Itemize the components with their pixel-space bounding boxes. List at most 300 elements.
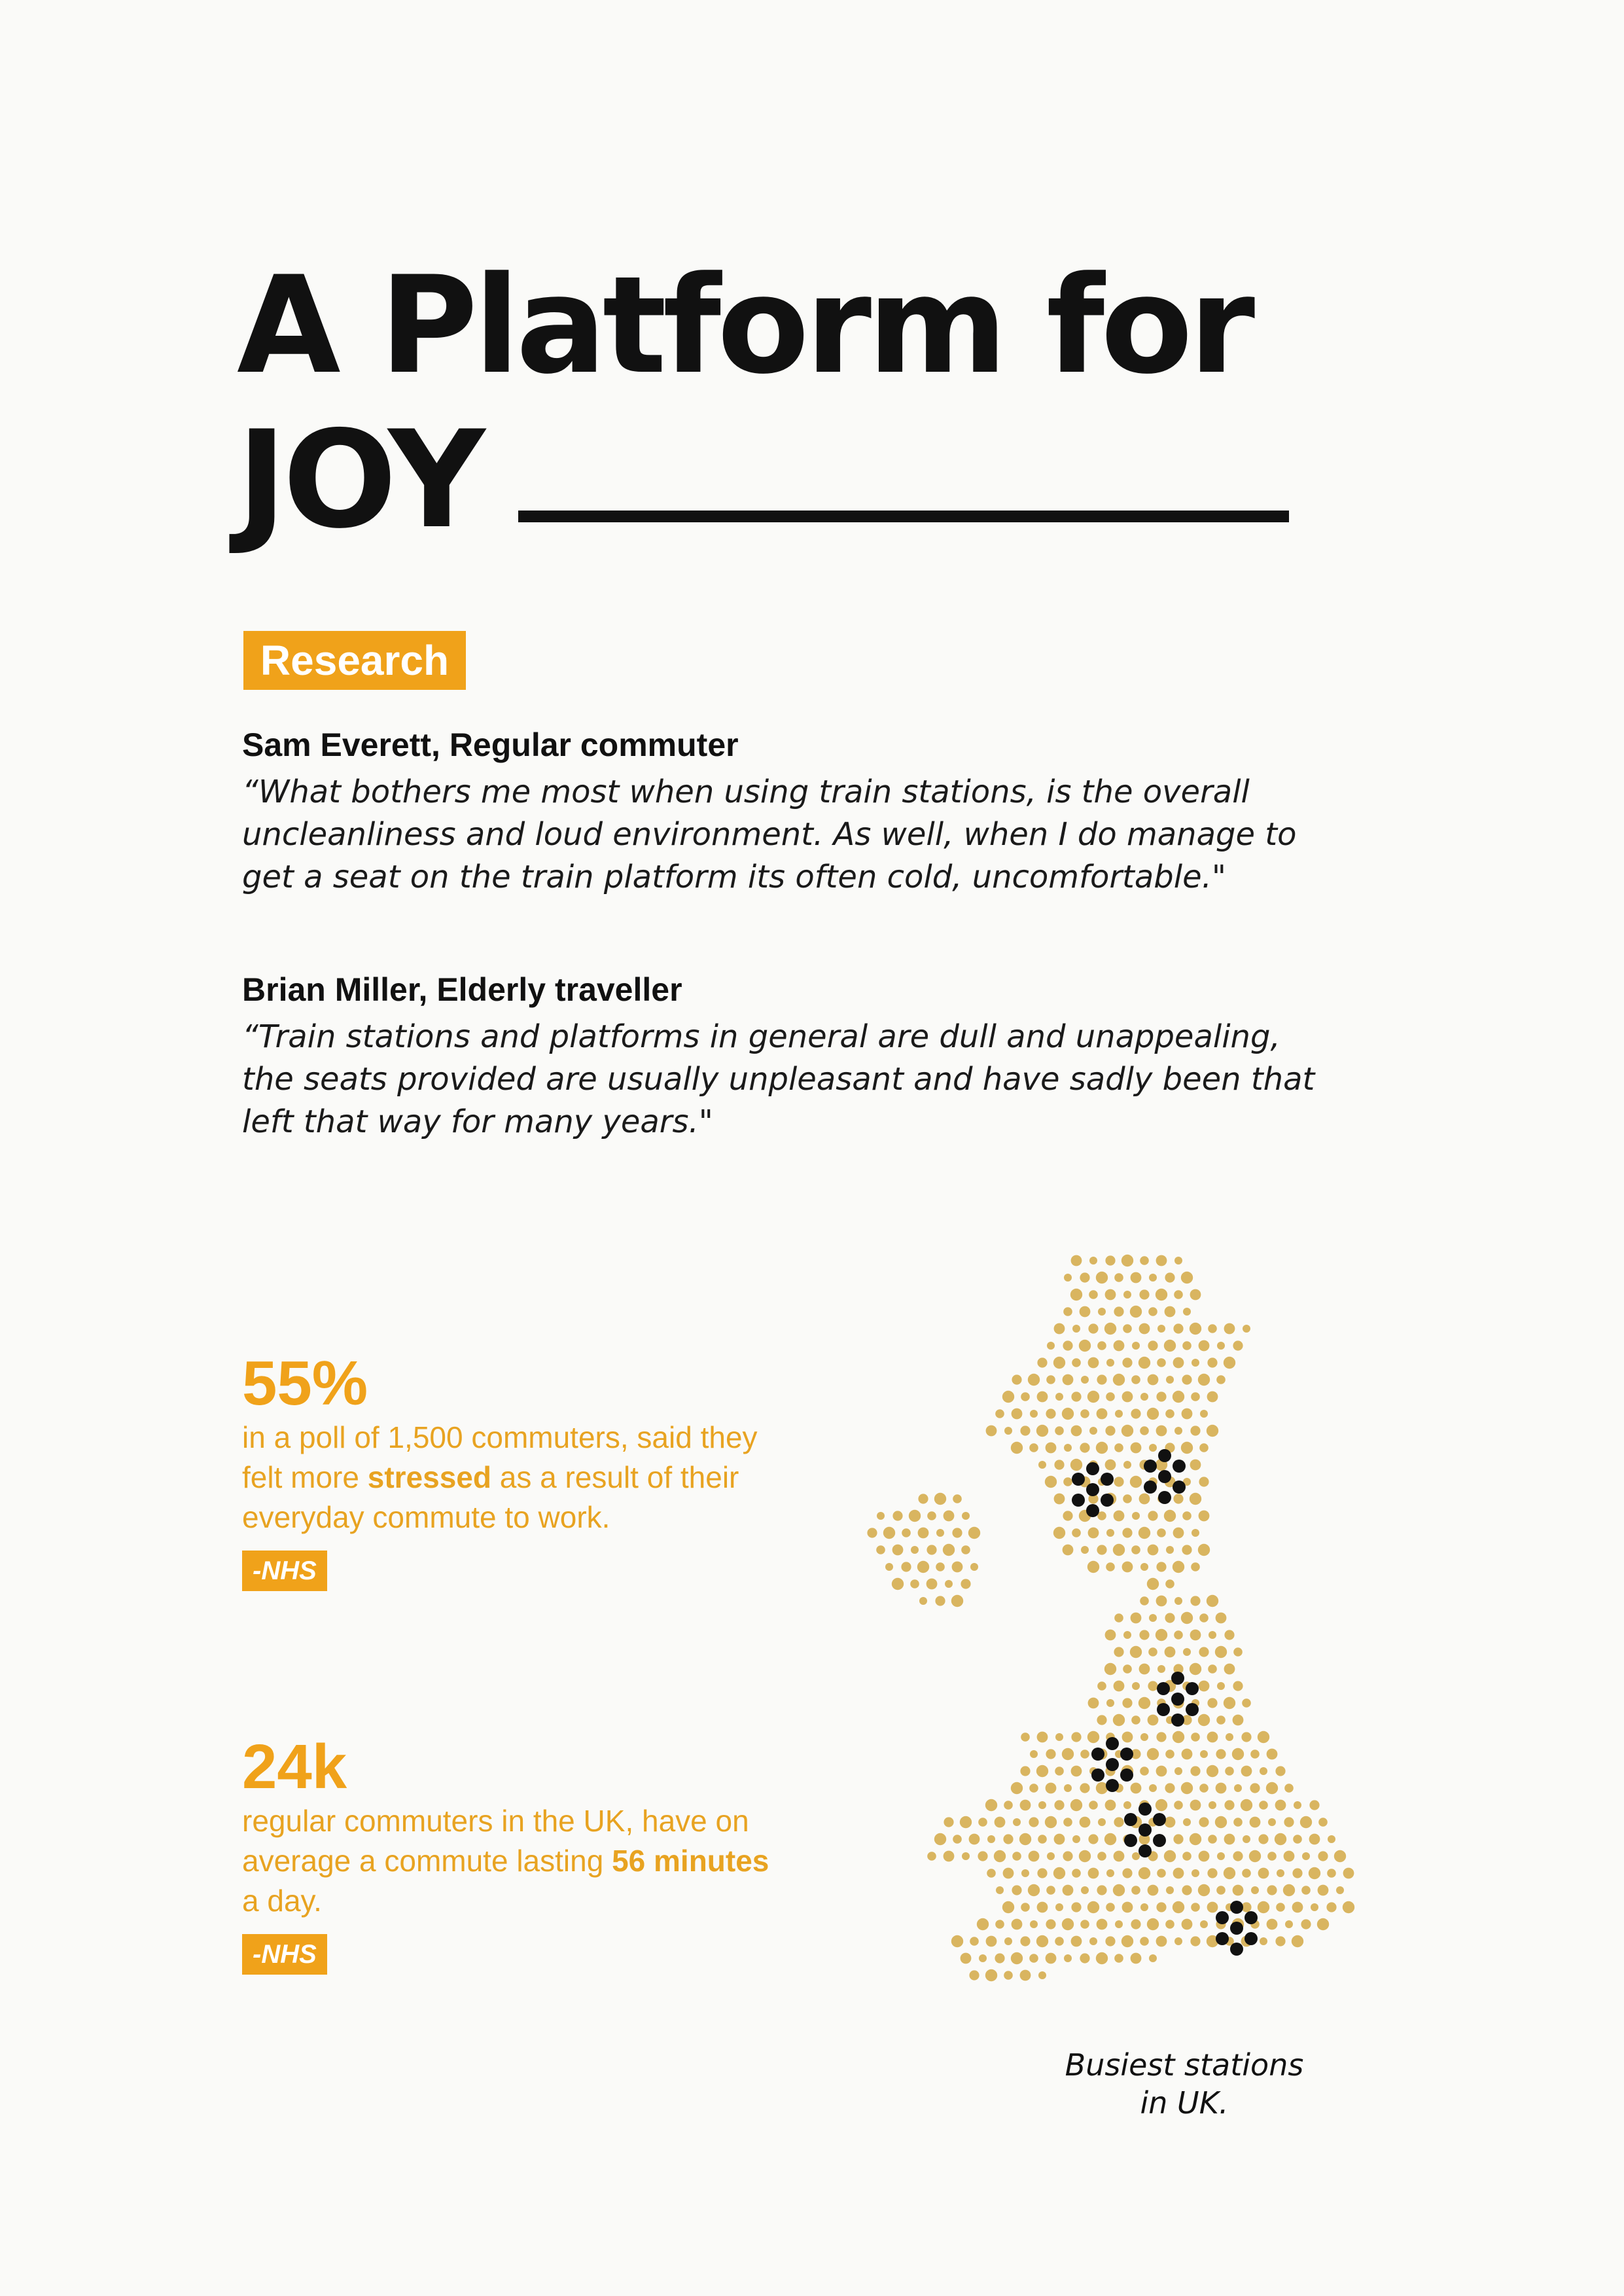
station-dot	[1171, 1713, 1184, 1727]
station-dot	[1244, 1911, 1258, 1924]
station-dot	[1230, 1922, 1243, 1935]
map-dot	[995, 1953, 1004, 1963]
station-dot	[1171, 1672, 1184, 1685]
map-dot	[1336, 1886, 1344, 1894]
map-dot	[953, 1835, 962, 1844]
map-dot	[1174, 1597, 1182, 1605]
map-dot	[1328, 1835, 1335, 1843]
station-dot	[1144, 1480, 1157, 1494]
map-dot	[1004, 1801, 1013, 1810]
map-dot	[1080, 1783, 1089, 1793]
map-dot	[995, 1409, 1004, 1418]
map-dot	[1148, 1511, 1157, 1520]
map-dot	[927, 1579, 938, 1590]
map-dot	[1275, 1833, 1286, 1845]
map-dot	[1097, 1374, 1106, 1384]
map-dot	[1088, 1868, 1099, 1879]
map-dot	[1132, 1342, 1140, 1350]
map-dot	[1046, 1783, 1057, 1794]
map-dot	[892, 1578, 904, 1590]
map-dot	[1114, 1613, 1123, 1623]
station-dot	[1120, 1748, 1133, 1761]
map-dot	[1283, 1884, 1295, 1896]
map-dot	[1157, 1665, 1165, 1673]
map-dot	[1173, 1868, 1184, 1879]
map-dot	[1174, 1801, 1183, 1810]
map-dot	[1115, 1920, 1123, 1928]
map-dot	[1139, 1527, 1150, 1539]
map-dot	[1106, 1562, 1115, 1571]
map-dot	[944, 1817, 953, 1827]
map-dot	[1165, 1920, 1174, 1929]
map-dot	[1064, 1444, 1072, 1452]
station-dot	[1139, 1844, 1152, 1857]
station-dot	[1072, 1494, 1085, 1507]
map-dot	[1139, 1664, 1150, 1675]
map-dot	[1046, 1408, 1055, 1418]
map-dot	[1199, 1681, 1210, 1692]
map-dot	[1165, 1306, 1176, 1318]
map-dot	[1020, 1936, 1030, 1946]
map-dot	[1267, 1852, 1277, 1861]
map-dot	[961, 1545, 970, 1554]
map-dot	[1208, 1324, 1217, 1333]
map-dot	[1292, 1935, 1303, 1947]
map-dot	[1309, 1834, 1320, 1845]
map-dot	[1123, 1494, 1132, 1503]
map-dot	[927, 1511, 936, 1520]
map-dot	[1047, 1852, 1055, 1860]
map-dot	[1072, 1528, 1081, 1537]
map-dot	[1148, 1647, 1157, 1657]
station-dot	[1086, 1504, 1099, 1517]
map-dot	[1114, 1443, 1123, 1452]
station-dot	[1186, 1682, 1199, 1695]
map-dot	[1028, 1374, 1040, 1386]
map-dot	[1149, 1274, 1157, 1282]
map-dot	[1036, 1425, 1048, 1437]
map-dot	[1233, 1851, 1243, 1861]
map-dot	[1004, 1937, 1012, 1945]
map-dot	[1191, 1562, 1200, 1571]
map-dot	[1174, 1937, 1182, 1945]
map-dot	[1123, 1291, 1131, 1299]
map-dot	[1020, 1800, 1031, 1811]
map-dot	[1199, 1477, 1209, 1486]
map-dot	[1173, 1391, 1184, 1403]
map-dot	[1106, 1699, 1114, 1707]
map-dot	[1122, 1732, 1133, 1743]
map-dot	[1156, 1799, 1167, 1811]
map-dot	[867, 1528, 877, 1537]
map-dot	[1113, 1714, 1125, 1726]
map-dot	[1121, 1425, 1133, 1437]
map-dot	[1216, 1613, 1227, 1624]
map-dot	[935, 1596, 945, 1605]
map-dot	[1275, 1766, 1285, 1776]
map-dot	[1113, 1544, 1125, 1556]
map-dot	[1104, 1323, 1116, 1335]
map-dot	[1173, 1731, 1184, 1743]
map-dot	[1071, 1255, 1082, 1266]
map-dot	[1113, 1374, 1125, 1386]
map-dot	[1062, 1918, 1074, 1930]
map-dot	[1088, 1323, 1098, 1333]
map-dot	[944, 1511, 955, 1522]
station-dot	[1086, 1483, 1099, 1496]
map-dot	[1232, 1748, 1244, 1760]
map-dot	[1181, 1442, 1193, 1454]
map-dot	[1131, 1408, 1140, 1418]
map-dot	[1302, 1852, 1310, 1860]
map-dot	[1122, 1528, 1132, 1537]
map-dot	[1164, 1850, 1176, 1862]
map-dot	[1064, 1784, 1072, 1792]
map-dot	[1243, 1325, 1250, 1333]
map-dot	[1226, 1733, 1233, 1741]
map-dot	[1165, 1817, 1176, 1828]
map-dot	[1063, 1511, 1072, 1520]
map-dot	[985, 1799, 997, 1811]
map-dot	[1317, 1918, 1329, 1930]
station-dot	[1158, 1491, 1171, 1504]
map-dot	[1190, 1460, 1201, 1471]
map-dot	[1070, 1459, 1082, 1471]
map-dot	[1081, 1546, 1089, 1554]
station-dot	[1173, 1460, 1186, 1473]
map-dot	[1021, 1903, 1030, 1912]
map-dot	[1190, 1289, 1201, 1300]
map-dot	[1225, 1767, 1234, 1776]
map-dot	[1173, 1323, 1183, 1333]
map-dot	[1207, 1868, 1217, 1878]
map-dot	[1224, 1834, 1235, 1845]
map-dot	[1131, 1715, 1140, 1725]
map-dot	[885, 1563, 893, 1571]
map-dot	[1156, 1936, 1167, 1947]
station-dot	[1244, 1932, 1258, 1945]
map-dot	[1105, 1426, 1115, 1435]
map-dot	[1199, 1647, 1209, 1657]
map-dot	[1200, 1750, 1208, 1758]
map-dot	[970, 1563, 978, 1571]
map-dot	[1266, 1782, 1278, 1794]
map-dot	[1020, 1766, 1030, 1776]
map-dot	[1104, 1663, 1116, 1675]
map-dot	[1079, 1340, 1091, 1352]
map-dot	[1072, 1358, 1081, 1367]
map-dot	[1012, 1852, 1021, 1861]
map-dot	[1157, 1358, 1166, 1367]
map-dot	[1233, 1340, 1243, 1350]
map-dot	[1114, 1477, 1123, 1486]
map-dot	[960, 1816, 972, 1828]
map-dot	[1038, 1461, 1046, 1469]
map-dot	[952, 1528, 962, 1537]
map-dot	[1190, 1596, 1200, 1605]
map-dot	[1089, 1427, 1097, 1435]
station-dot	[1230, 1943, 1243, 1956]
quote-block	[242, 969, 1315, 1143]
map-dot	[1164, 1340, 1176, 1352]
map-dot	[1250, 1817, 1261, 1828]
map-dot	[1088, 1834, 1098, 1844]
map-dot	[1242, 1869, 1251, 1878]
map-caption-line-2: in UK.	[1140, 2085, 1229, 2121]
map-dot	[1029, 1954, 1038, 1963]
map-dot	[1216, 1749, 1226, 1759]
map-dot	[1190, 1493, 1201, 1505]
map-dot	[1004, 1971, 1013, 1980]
map-dot	[1131, 1375, 1140, 1384]
map-dot	[1004, 1427, 1012, 1435]
map-dot	[1114, 1817, 1123, 1827]
map-dot	[1063, 1851, 1072, 1861]
map-dot	[1139, 1289, 1149, 1299]
map-dot	[1089, 1801, 1098, 1810]
quote-block	[242, 724, 1315, 899]
map-dot	[911, 1546, 919, 1554]
map-dot	[1123, 1631, 1131, 1639]
map-dot	[1019, 1833, 1031, 1845]
map-dot	[1182, 1749, 1193, 1760]
station-dot	[1124, 1813, 1137, 1826]
map-dot	[1275, 1800, 1286, 1811]
map-dot	[1130, 1306, 1142, 1318]
map-dot	[1080, 1272, 1089, 1282]
station-dot	[1124, 1834, 1137, 1847]
map-dot	[951, 1595, 963, 1607]
map-dot	[1249, 1850, 1261, 1862]
map-dot	[1012, 1885, 1021, 1895]
map-dot	[1089, 1290, 1098, 1299]
map-dot	[1072, 1869, 1081, 1878]
map-dot	[962, 1852, 970, 1860]
map-dot	[1029, 1784, 1038, 1793]
map-dot	[1198, 1544, 1210, 1556]
map-dot	[1208, 1664, 1217, 1674]
station-dot	[1171, 1693, 1184, 1706]
map-dot	[1096, 1442, 1108, 1454]
map-dot	[1199, 1340, 1210, 1352]
map-dot	[1097, 1408, 1108, 1420]
map-dot	[1200, 1920, 1208, 1928]
map-dot	[1233, 1681, 1243, 1691]
map-dot	[1165, 1783, 1174, 1793]
map-dot	[1046, 1749, 1055, 1759]
map-dot	[1199, 1817, 1209, 1827]
map-dot	[1216, 1886, 1226, 1895]
map-dot	[1063, 1307, 1072, 1316]
map-dot	[1199, 1613, 1209, 1623]
map-dot	[1011, 1442, 1023, 1454]
map-dot	[1301, 1919, 1311, 1929]
map-dot	[1199, 1784, 1209, 1793]
map-dot	[1139, 1697, 1150, 1709]
map-dot	[1183, 1648, 1191, 1656]
map-dot	[1064, 1274, 1072, 1282]
map-dot	[1139, 1357, 1150, 1369]
map-dot	[1053, 1357, 1065, 1369]
map-dot	[1096, 1952, 1108, 1964]
map-dot	[1259, 1801, 1268, 1810]
map-dot	[1038, 1971, 1046, 1979]
station-dot	[1157, 1703, 1170, 1716]
map-dot	[1165, 1272, 1174, 1282]
map-dot	[1071, 1902, 1081, 1912]
map-dot	[1293, 1835, 1302, 1844]
stat-value: 24k	[242, 1732, 347, 1802]
map-dot	[1233, 1818, 1243, 1827]
map-dot	[1140, 1393, 1148, 1401]
source-badge: -NHS	[242, 1551, 327, 1591]
map-dot	[970, 1937, 979, 1946]
map-dot	[1156, 1596, 1167, 1607]
station-dot	[1216, 1932, 1229, 1945]
map-dot	[1165, 1579, 1174, 1588]
map-dot	[1106, 1869, 1114, 1877]
map-dot	[902, 1528, 911, 1537]
station-dot	[1139, 1823, 1152, 1837]
map-dot	[1139, 1494, 1150, 1505]
map-dot	[1114, 1511, 1125, 1522]
map-dot	[1047, 1342, 1055, 1350]
map-dot	[1046, 1886, 1055, 1895]
map-dot	[1131, 1919, 1140, 1929]
map-dot	[1156, 1255, 1167, 1266]
map-dot	[1140, 1596, 1149, 1605]
map-dot	[1053, 1527, 1065, 1539]
map-dot	[1021, 1869, 1029, 1877]
map-dot	[1071, 1936, 1082, 1947]
map-dot	[996, 1886, 1004, 1894]
map-dot	[1198, 1714, 1210, 1726]
map-dot	[1130, 1476, 1142, 1488]
map-dot	[1055, 1393, 1063, 1401]
map-dot	[1063, 1374, 1074, 1386]
map-dot	[1097, 1545, 1106, 1554]
quote-author: Sam Everett, Regular commuter	[242, 726, 739, 763]
map-dot	[1224, 1664, 1235, 1675]
map-dot	[1284, 1784, 1294, 1793]
map-dot	[1285, 1920, 1293, 1928]
map-dot	[1029, 1851, 1040, 1862]
station-dot	[1120, 1768, 1133, 1782]
map-dot	[1045, 1816, 1057, 1828]
map-dot	[1190, 1833, 1201, 1845]
map-dot	[1251, 1886, 1259, 1894]
map-dot	[1087, 1391, 1099, 1403]
map-dot	[1224, 1800, 1234, 1810]
map-dot	[1096, 1272, 1108, 1283]
map-dot	[1088, 1528, 1099, 1539]
map-dot	[1198, 1884, 1210, 1896]
map-dot	[1182, 1511, 1192, 1520]
map-dot	[1131, 1953, 1142, 1964]
map-dot	[910, 1579, 919, 1588]
map-dot	[1148, 1545, 1159, 1556]
map-dot	[1087, 1561, 1099, 1573]
map-dot	[1198, 1374, 1210, 1386]
map-dot	[1217, 1852, 1225, 1860]
map-dot	[1148, 1374, 1159, 1386]
map-dot	[1181, 1782, 1193, 1794]
map-dot	[1300, 1816, 1312, 1828]
map-dot	[1046, 1443, 1057, 1454]
map-dot	[1054, 1460, 1064, 1469]
map-dot	[1149, 1954, 1157, 1962]
map-dot	[1268, 1818, 1276, 1826]
map-dot	[1277, 1869, 1284, 1877]
map-dot	[876, 1545, 885, 1554]
map-dot	[1156, 1289, 1167, 1300]
map-dot	[1174, 1630, 1183, 1640]
source-badge: -NHS	[242, 1934, 327, 1975]
station-dot	[1144, 1460, 1157, 1473]
map-dot	[1334, 1850, 1346, 1862]
map-dot	[1207, 1902, 1218, 1913]
map-dot	[1087, 1731, 1099, 1743]
map-dot	[1098, 1818, 1106, 1826]
station-dot	[1153, 1813, 1166, 1826]
map-dot	[1002, 1901, 1014, 1913]
map-dot	[1071, 1391, 1081, 1401]
map-dot	[1114, 1647, 1123, 1657]
map-dot	[961, 1953, 972, 1964]
map-dot	[1292, 1902, 1303, 1913]
map-dot	[1318, 1851, 1328, 1861]
map-dot	[1105, 1255, 1115, 1265]
map-dot	[1030, 1410, 1038, 1418]
map-dot	[953, 1494, 962, 1503]
map-dot	[1190, 1426, 1200, 1435]
map-dot	[945, 1580, 953, 1588]
map-dot	[1038, 1801, 1046, 1809]
station-dot	[1101, 1473, 1114, 1486]
map-dot	[1147, 1918, 1159, 1930]
map-dot	[1241, 1766, 1252, 1777]
map-dot	[1132, 1682, 1140, 1690]
station-dot	[1101, 1494, 1114, 1507]
map-dot	[1131, 1613, 1142, 1624]
map-dot	[892, 1511, 902, 1520]
map-dot	[1080, 1920, 1089, 1929]
map-dot	[1122, 1698, 1132, 1708]
map-dot	[1122, 1391, 1133, 1403]
map-dot	[1046, 1919, 1055, 1929]
map-dot	[1190, 1766, 1200, 1776]
map-dot	[1182, 1919, 1193, 1930]
map-dot	[1165, 1749, 1174, 1759]
station-dot	[1153, 1834, 1166, 1847]
map-dot	[1149, 1444, 1157, 1452]
map-dot	[995, 1920, 1004, 1929]
map-dot	[1294, 1801, 1301, 1809]
map-dot	[986, 1426, 997, 1437]
map-dot	[1147, 1408, 1159, 1420]
map-dot	[985, 1969, 997, 1981]
map-dot	[1156, 1562, 1166, 1571]
map-dot	[927, 1852, 936, 1861]
map-dot	[1157, 1528, 1166, 1537]
map-dot	[1106, 1529, 1114, 1537]
map-dot	[1123, 1801, 1131, 1809]
map-dot	[1098, 1308, 1106, 1316]
map-dot	[1097, 1919, 1108, 1930]
map-dot	[1012, 1408, 1023, 1420]
map-dot	[936, 1562, 945, 1571]
map-dot	[1260, 1767, 1267, 1775]
